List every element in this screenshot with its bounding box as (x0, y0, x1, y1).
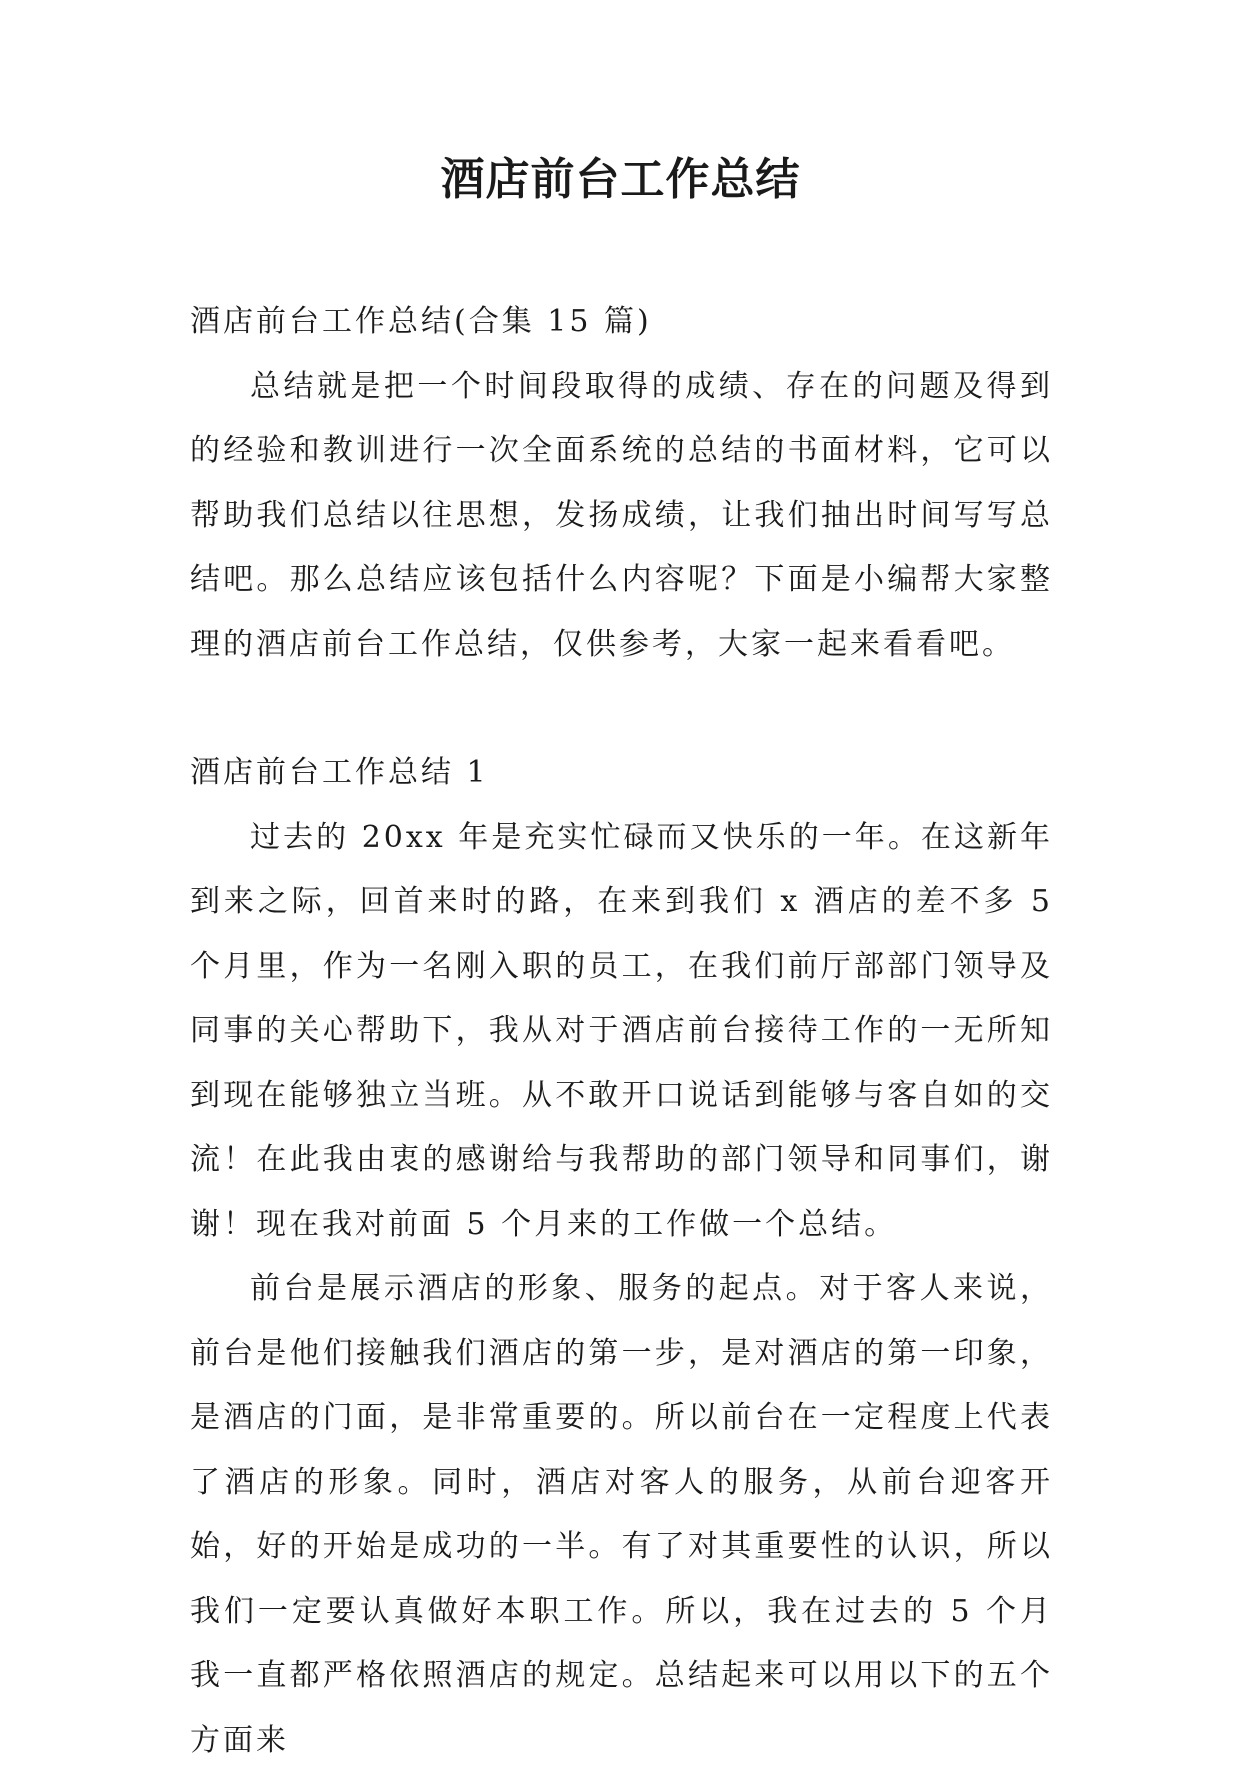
intro-paragraph: 总结就是把一个时间段取得的成绩、存在的问题及得到的经验和教训进行一次全面系统的总结的书面材料，它可以帮助我们总结以往思想，发扬成绩，让我们抽出时间写写总结吧。那么总结应该包括什么内容呢？下面是小编帮大家整理的酒店前台工作总结，仅供参考，大家一起来看看吧。 (190, 368, 1053, 662)
section-spacer (190, 677, 1053, 741)
document-body (190, 290, 1053, 1773)
section-heading: 酒店前台工作总结 1 (190, 755, 489, 790)
collection-heading: 酒店前台工作总结(合集 15 篇) (190, 304, 652, 339)
body-paragraph: 过去的 20xx 年是充实忙碌而又快乐的一年。在这新年到来之际，回首来时的路，在来到我们 x 酒店的差不多 5 个月里，作为一名刚入职的员工，在我们前厅部部门领导及同事的关心帮助下，我从对于酒店前台接待工作的一无所知到现在能够独立当班。从不敢开口说话到能够与客自如的交流！在此我由衷的感谢给与我帮助的部门领导和同事们，谢谢！现在我对前面 5 个月来的工作做一个总结。 (190, 819, 1053, 1242)
body-paragraph: 前台是展示酒店的形象、服务的起点。对于客人来说，前台是他们接触我们酒店的第一步，是对酒店的第一印象，是酒店的门面，是非常重要的。所以前台在一定程度上代表了酒店的形象。同时，酒店对客人的服务，从前台迎客开始，好的开始是成功的一半。有了对其重要性的认识，所以我们一定要认真做好本职工作。所以，我在过去的 5 个月我一直都严格依照酒店的规定。总结起来可以用以下的五个方面来 (190, 1271, 1053, 1758)
document-title: 酒店前台工作总结 (440, 154, 801, 205)
